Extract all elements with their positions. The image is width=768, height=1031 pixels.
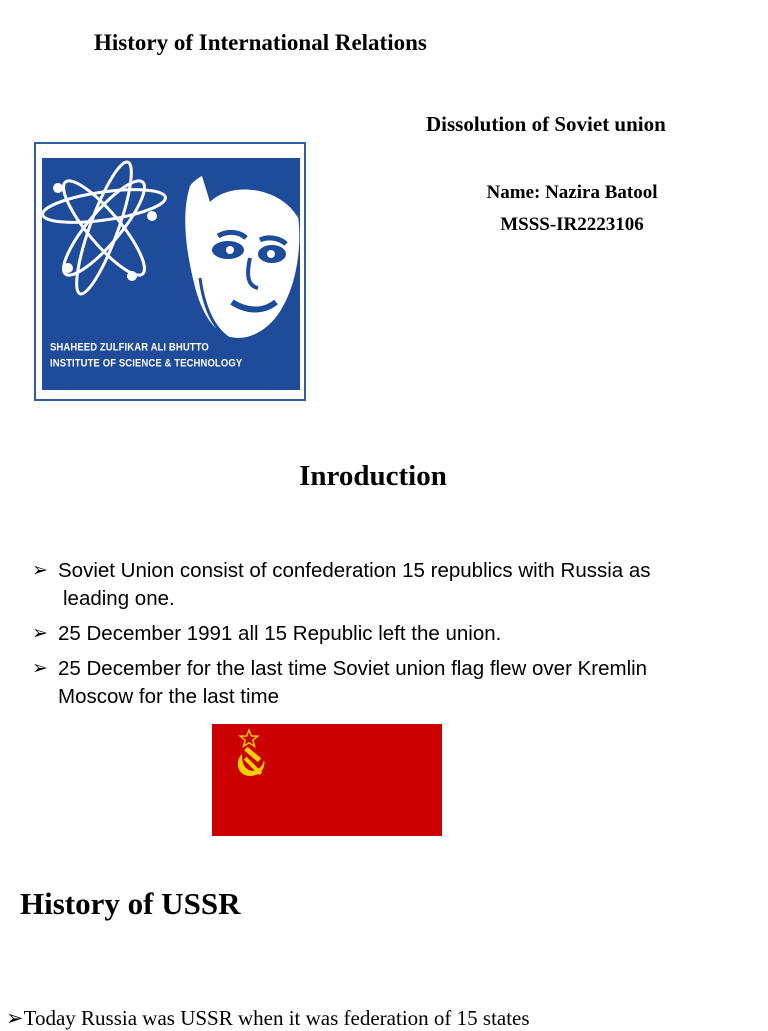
bullet-text-line1: 25 December 1991 all 15 Republic left the union. bbox=[58, 622, 502, 645]
document-title: History of International Relations bbox=[94, 30, 427, 55]
bullet-text-line2: Moscow for the last time bbox=[58, 685, 280, 708]
document-subtitle: Dissolution of Soviet union bbox=[426, 112, 666, 136]
student-id: MSSS-IR2223106 bbox=[500, 214, 644, 235]
logo-emblem bbox=[42, 158, 300, 390]
atom-icon bbox=[42, 158, 300, 390]
history-first-line: ➢Today Russia was USSR when it was federation of 15 states bbox=[6, 1006, 530, 1030]
arrow-bullet-icon: ➢ bbox=[32, 623, 48, 644]
arrow-bullet-icon: ➢ bbox=[32, 560, 48, 581]
intro-bullet-1 bbox=[32, 557, 762, 613]
intro-heading: Inroduction bbox=[299, 460, 447, 492]
institute-logo bbox=[34, 142, 306, 401]
arrow-bullet-icon: ➢ bbox=[32, 658, 48, 679]
history-heading: History of USSR bbox=[20, 886, 241, 921]
bullet-text-line1: Soviet Union consist of confederation 15 republics with Russia as bbox=[58, 559, 651, 582]
logo-caption-line1: SHAHEED ZULFIKAR ALI BHUTTO bbox=[50, 340, 209, 355]
portrait-icon bbox=[185, 162, 299, 338]
hammer-and-sickle-icon bbox=[230, 728, 280, 788]
bullet-text-line1: 25 December for the last time Soviet union flag flew over Kremlin bbox=[58, 657, 648, 680]
intro-bullet-3 bbox=[32, 655, 762, 711]
bullet-text-line2: leading one. bbox=[63, 587, 175, 610]
soviet-flag bbox=[212, 724, 442, 836]
author-name: Name: Nazira Batool bbox=[486, 182, 658, 203]
logo-caption-line2: INSTITUTE OF SCIENCE & TECHNOLOGY bbox=[50, 356, 243, 371]
intro-bullet-2 bbox=[32, 620, 762, 648]
